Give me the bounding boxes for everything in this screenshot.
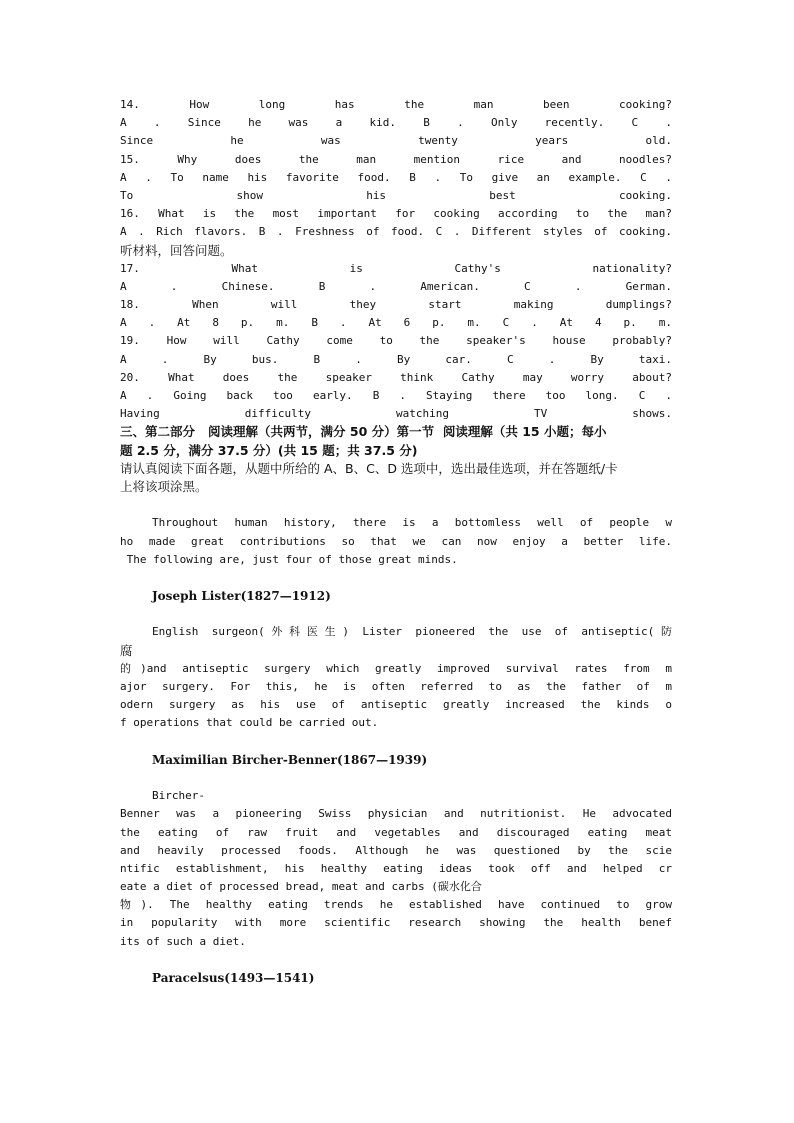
spacer [120, 951, 672, 969]
question-20: 20. What does the speaker think Cathy may worry about? [120, 370, 672, 384]
spacer [120, 496, 672, 514]
section-heading-line2: 题 2.5 分，满分 37.5 分）(共 15 题；共 37.5 分) [120, 442, 418, 458]
listening-instruction: 听材料，回答问题。 [120, 242, 233, 258]
spacer [120, 769, 672, 787]
lister-line3: 的)and antiseptic surgery which greatly improved survival rates from m [120, 661, 672, 675]
spacer [120, 605, 672, 623]
question-18-options: A . At 8 p. m. B . At 6 p. m. C . At 4 p. m. [120, 316, 672, 330]
document-page [120, 96, 672, 987]
question-20-options-line2: Having difficulty watching TV shows. [120, 407, 672, 421]
bircher-line6: eate a diet of processed bread, meat and carbs (碳水化合 [120, 880, 482, 894]
spacer [120, 569, 672, 587]
person-heading-lister: Joseph Lister(1827—1912) [152, 589, 331, 604]
question-19: 19. How will Cathy come to the speaker's house probably? [120, 334, 672, 348]
lister-line1: English surgeon(外科医生) Lister pioneered the use of antiseptic(防 [152, 625, 672, 639]
intro-line2: ho made great contributions so that we can now enjoy a better life. [120, 534, 672, 548]
lister-line5: odern surgery as his use of antiseptic greatly increased the kinds o [120, 698, 672, 712]
question-16: 16. What is the most important for cooking according to the man? [120, 207, 672, 221]
bircher-line8: in popularity with more scientific research showing the health benef [120, 916, 672, 930]
section-heading-line1: 三、第二部分 阅读理解（共两节，满分 50 分）第一节 阅读理解（共 15 小题；每小 [120, 424, 607, 440]
spacer [120, 733, 672, 751]
question-17: 17. What is Cathy's nationality? [120, 261, 672, 275]
section-instruction-line2: 上将该项涂黑。 [120, 478, 208, 494]
intro-line3: The following are, just four of those great minds. [120, 552, 458, 566]
question-20-options-line1: A . Going back too early. B . Staying there too long. C . [120, 389, 672, 402]
person-heading-paracelsus: Paracelsus(1493—1541) [152, 971, 315, 985]
bircher-line3: the eating of raw fruit and vegetables and discouraged eating meat [120, 825, 672, 839]
bircher-line1: Bircher- [152, 789, 205, 803]
question-16-options: A . Rich flavors. B . Freshness of food. C . Different styles of cooking. [120, 225, 672, 239]
question-17-options: A . Chinese. B . American. C . German. [120, 279, 672, 293]
section-instruction-line1: 请认真阅读下面各题，从题中所给的 A、B、C、D 选项中，选出最佳选项，并在答题纸/卡 [120, 460, 618, 476]
bircher-line7: 物). The healthy eating trends he established have continued to grow [120, 898, 672, 912]
question-15-options-line1: A . To name his favorite food. B . To give an example. C . [120, 170, 672, 184]
question-14-options-line1: A . Since he was a kid. B . Only recently. C . [120, 116, 672, 130]
bircher-line4: and heavily processed foods. Although he was questioned by the scie [120, 843, 672, 857]
question-18: 18. When will they start making dumplings? [120, 298, 672, 312]
intro-line1: Throughout human history, there is a bottomless well of people w [152, 516, 672, 530]
question-15: 15. Why does the man mention rice and noodles? [120, 152, 672, 166]
question-14-options-line2: Since he was twenty years old. [120, 134, 672, 148]
lister-line2: 腐 [120, 642, 133, 658]
bircher-line5: ntific establishment, his healthy eating ideas took off and helped cr [120, 861, 672, 875]
lister-line4: ajor surgery. For this, he is often referred to as the father of m [120, 680, 672, 693]
question-15-options-line2: To show his best cooking. [120, 188, 672, 202]
lister-line6: f operations that could be carried out. [120, 716, 379, 730]
bircher-line2: Benner was a pioneering Swiss physician and nutritionist. He advocated [120, 807, 672, 821]
person-heading-bircher-benner: Maximilian Bircher-Benner(1867—1939) [152, 752, 428, 767]
bircher-line9: its of such a diet. [120, 934, 246, 948]
question-14: 14. How long has the man been cooking? [120, 98, 672, 111]
question-19-options: A . By bus. B . By car. C . By taxi. [120, 352, 672, 366]
